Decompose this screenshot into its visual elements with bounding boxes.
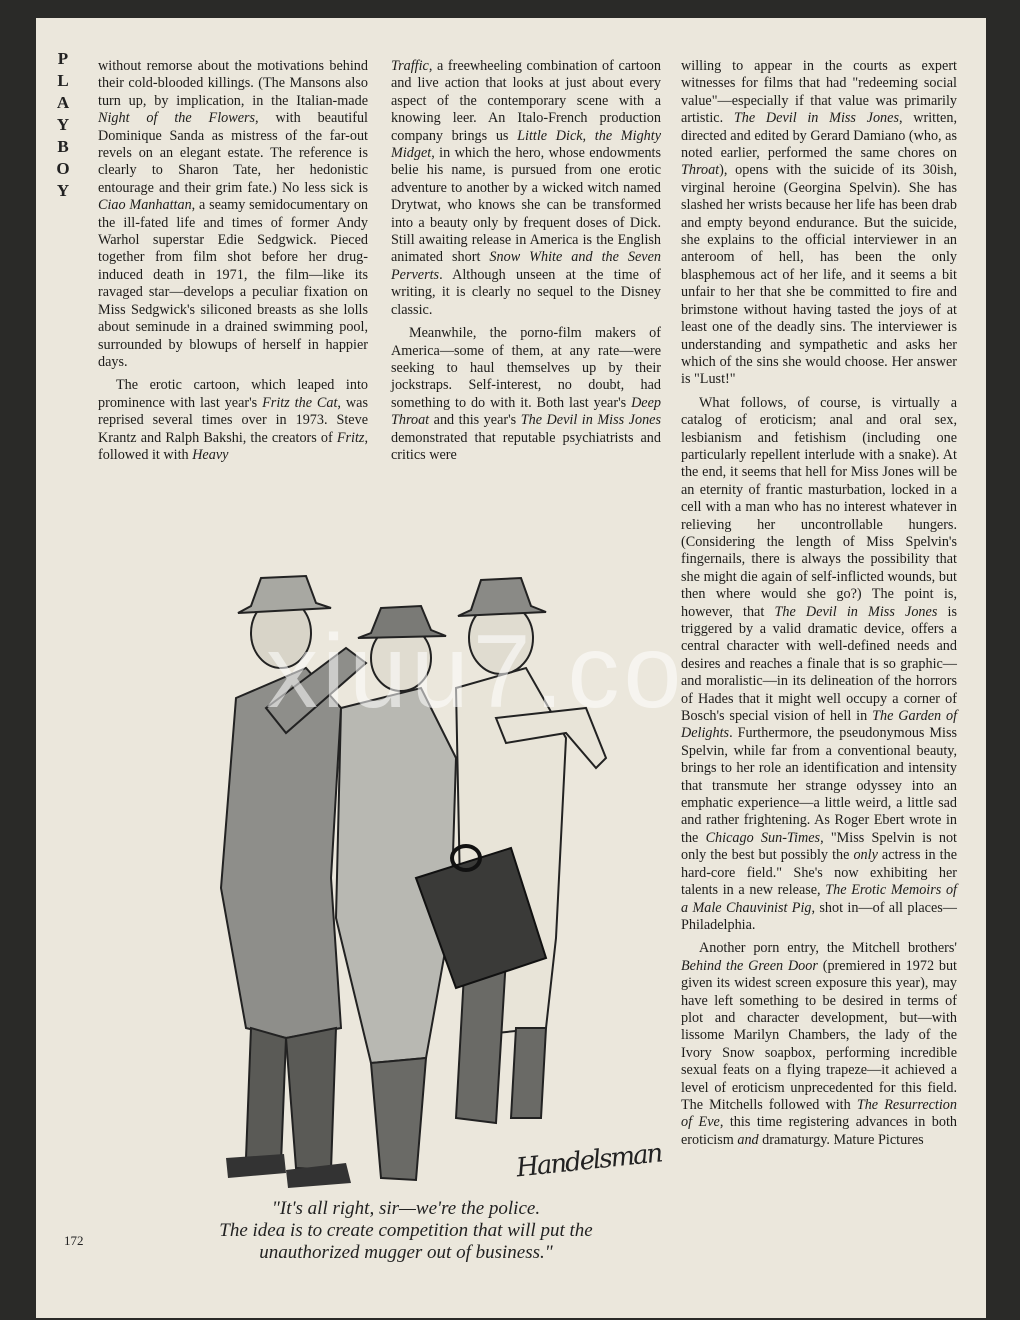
middle-figure-leg (371, 1058, 426, 1180)
cartoon-illustration (166, 558, 646, 1208)
watermark: xiuu7.co (266, 614, 686, 730)
paragraph: Traffic, a freewheeling combination of cartoon and live action that looks at just about every aspect of the contemporary scene with a knowing leer. An Italo-French production company brings us Little Dick, the Mighty Midget, in which the hero, whose endowments belie his name, is pursued from one erotic adventure to another by a wicked witch named Drytwat, who knows she can be transformed into a beauty only by frequent doses of Dick. Still awaiting release in America is the English animated short Snow White and the Seven Perverts. Although unseen at the time of writing, it is clearly no sequel to the Disney classic. (391, 58, 661, 318)
paragraph: Another porn entry, the Mitchell brothers' Behind the Green Door (premiered in 1972 but given its widest screen exposure this year), may have left something to be desired in terms of plot and character development, but—with lissome Marilyn Chambers, the lady of the Ivory Snow soapbox, performing incredible sexual feats on a flying trapeze—it achieved a level of eroticism unprecedented for this field. The Mitchells followed with The Resurrection of Eve, this time registering advances in both eroticism and dramaturgy. Mature Pictures (681, 940, 958, 1148)
paragraph: What follows, of course, is virtually a catalog of eroticism; anal and oral sex, lesbianism and fetishism (including one particularly repellent interlude with a snake). At the end, it seems that hell for Miss Jones will be an eternity of frantic masturbation, locked in a cell with a man who has no interest whatever in relieving her uncontrollable hungers. (Considering the length of Miss Spelvin's fingernails, there is always the possibility that she might die again of self-inflicted wounds, but then where would she go?) The point is, however, that The Devil in Miss Jones is triggered by a valid dramatic device, offers a central character with well-defined needs and desires and reaches a finale that is so graphic—and moralistic—in its delineation of the horrors of Hades that it might well occupy a corner of Bosch's special vision of hell in The Garden of Delights. Furthermore, the pseudonymous Miss Spelvin, while far from a conventional beauty, brings to her role an identification and intensity that transmute her strange odyssey into an emphatic experience—a little weird, a little sad and rather frightening. As Roger Ebert wrote in the Chicago Sun-Times, "Miss Spelvin is not only the best but possibly the only actress in the hard-core field." She's now exhibiting her talents in a new release, The Erotic Memoirs of a Male Chauvinist Pig, shot in—of all places—Philadelphia. (681, 394, 958, 933)
text-column-3 (681, 58, 957, 1149)
cartoon-caption: "It's all right, sir—we're the police. The idea is to create competition that will put the unauthorized mugger out of business." (219, 1198, 593, 1263)
middle-figure-hat (358, 606, 446, 638)
vertical-masthead: P L A Y B O Y (56, 49, 70, 200)
right-figure-leg (511, 1028, 546, 1118)
paragraph: without remorse about the motivations behind their cold-blooded killings. (The Mansons also turn up, by implication, in the Italian-made Night of the Flowers, with beautiful Dominique Sanda as mistress of the far-out revels on an elegant estate. The reference is clearly to Sharon Tate, her hedonistic entourage and their grim fate.) No less sick is Ciao Manhattan, a seamy semidocumentary on the ill-fated life and times of former Andy Warhol superstar Edie Sedgwick. Pieced together from film shot before her drug-induced death in 1971, the film—like its ravaged star—develops a peculiar fixation on Miss Sedgwick's siliconed breasts as she lolls about seminude in a drained swimming pool, surrounded by blowups of herself in happier days. (98, 58, 369, 370)
left-figure-leg (286, 1028, 336, 1170)
artist-signature: Handelsman (514, 1138, 663, 1184)
left-figure-shoe (226, 1154, 286, 1178)
left-figure-hat (238, 576, 331, 613)
paragraph: The erotic cartoon, which leaped into prominence with last year's Fritz the Cat, was reprised several times over in 1973. Steve Krantz and Ralph Bakshi, the creators of Fritz, followed it with Heavy (98, 377, 368, 463)
text-column-2 (391, 58, 661, 464)
paragraph: willing to appear in the courts as expert witnesses for films that had "redeeming social value"—especially if that value was primarily artistic. The Devil in Miss Jones, written, directed and edited by Gerard Damiano (who, as noted earlier, performed the same chores on Throat), opens with the suicide of its 30ish, virginal heroine (Georgina Spelvin). She has slashed her wrists because her life has been drab and empty beyond endurance. But the suicide, she explains to the official interviewer in an anteroom of hell, has been the only blasphemous act of her life, and it seems a bit unfair to her that she be committed to fire and brimstone without having tasted the joys of at least one of the deadly sins. The interviewer is understanding and sympathetic and asks her which of the sins she would choose. Her answer is "Lust!" (681, 58, 957, 388)
text-column-1 (98, 58, 368, 464)
right-figure-hat (458, 578, 546, 616)
paragraph: Meanwhile, the porno-film makers of America—some of them, at any rate—were seeking to haul themselves up by their jockstraps. Self-interest, no doubt, had something to do with it. Both last year's Deep Throat and this year's The Devil in Miss Jones demonstrated that reputable psychiatrists and critics were (391, 325, 661, 463)
left-figure-leg (246, 1028, 286, 1163)
magazine-page (36, 18, 986, 1318)
page-number: 172 (64, 1233, 84, 1248)
